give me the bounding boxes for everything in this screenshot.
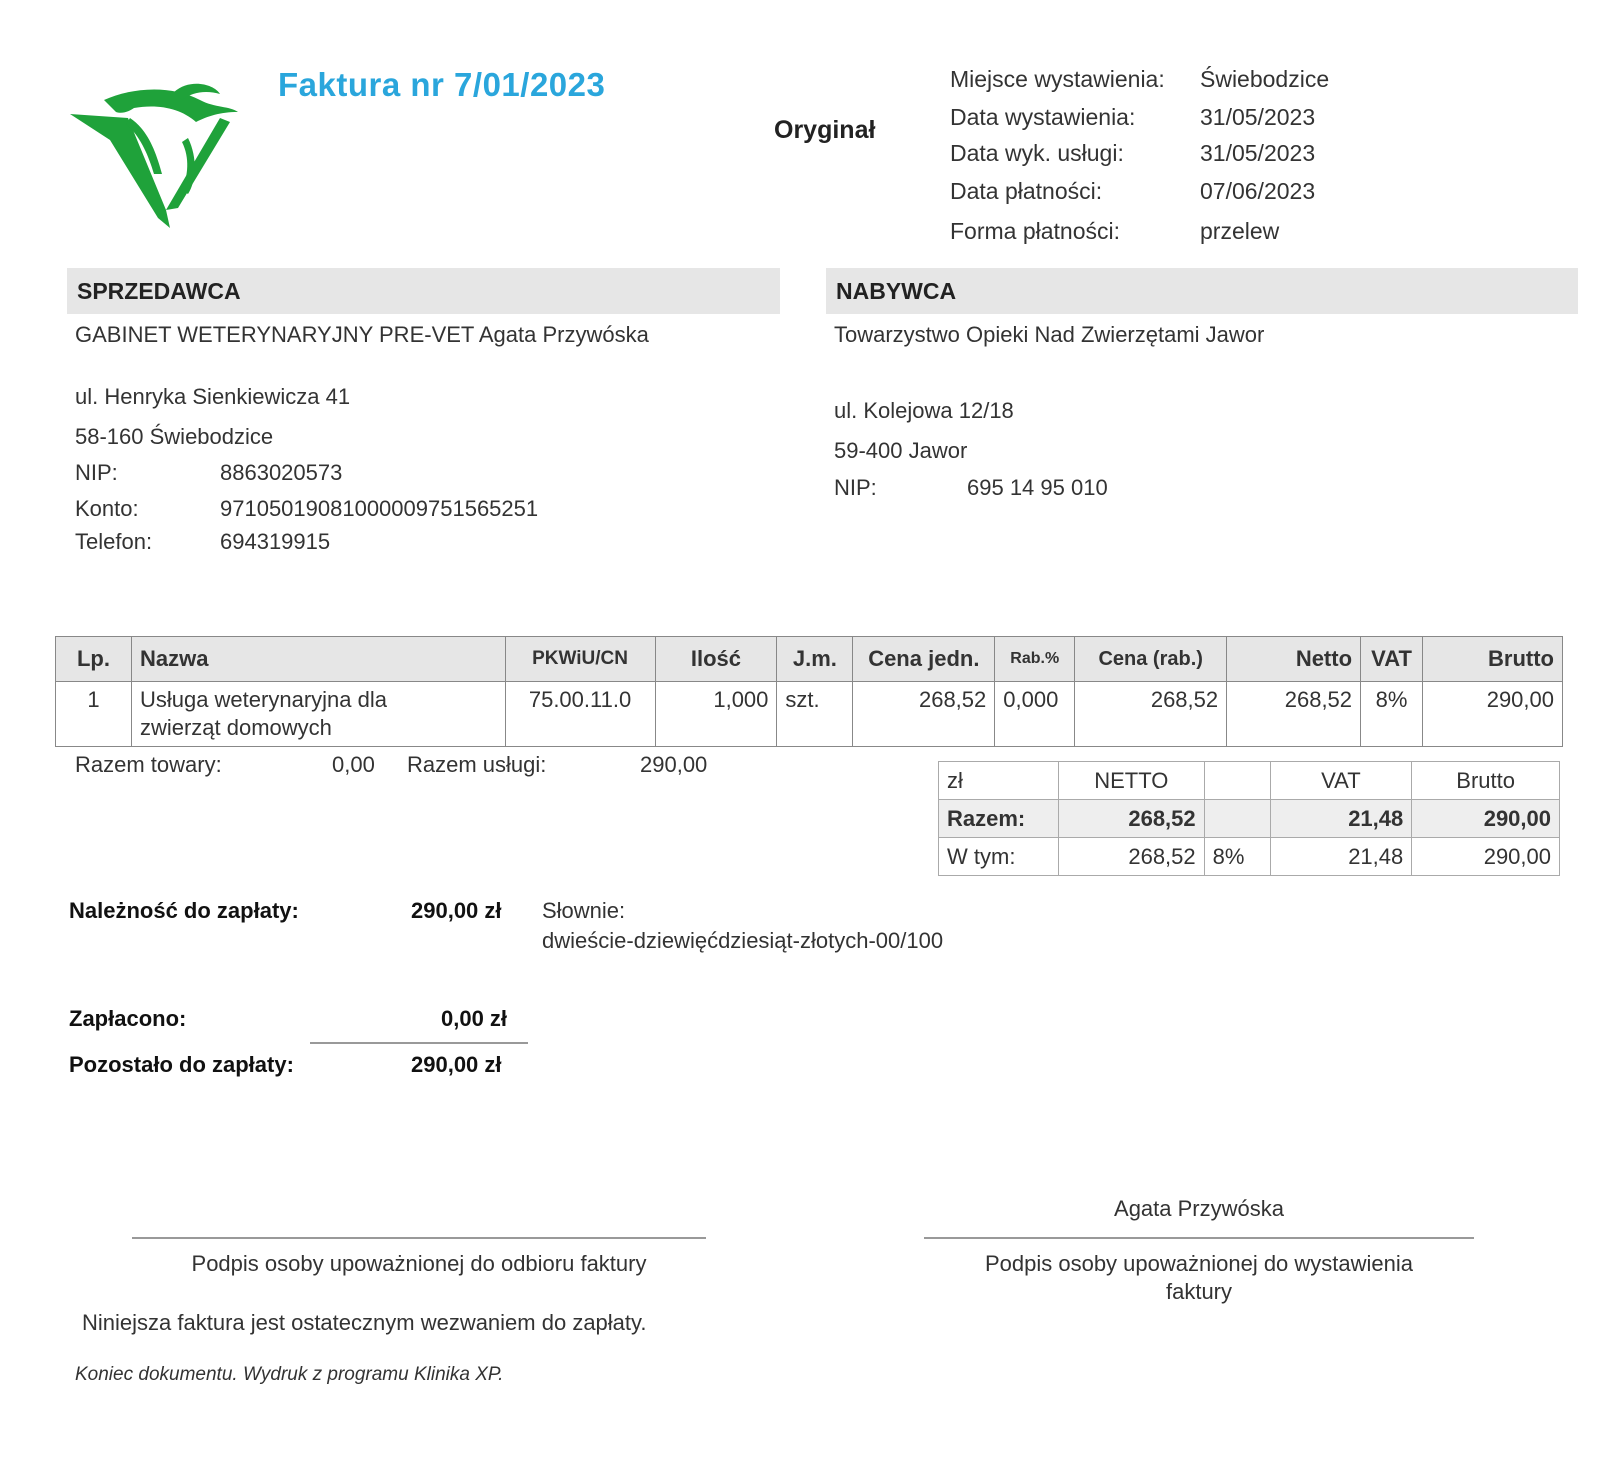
meta-payment-date xyxy=(950,176,1329,216)
original-label: Oryginał xyxy=(774,116,876,144)
meta-label: Data płatności: xyxy=(950,178,1103,204)
services-total-value: 290,00 xyxy=(640,752,708,777)
goods-total-value: 0,00 xyxy=(332,752,375,777)
summary-breakdown-row xyxy=(939,838,1560,876)
final-notice: Niniejsza faktura jest ostatecznym wezwaniem do zapłaty. xyxy=(82,1310,647,1335)
buyer-nip-label: NIP: xyxy=(834,475,877,500)
summary-total-rate xyxy=(1204,800,1270,838)
seller-account xyxy=(75,496,538,522)
summary-header-row xyxy=(939,762,1560,800)
seller-nip-value: 8863020573 xyxy=(220,460,343,485)
col-netto: Netto xyxy=(1227,637,1361,682)
seller-street: ul. Henryka Sienkiewicza 41 xyxy=(75,384,351,409)
col-discount: Rab.% xyxy=(995,637,1075,682)
meta-payment-method xyxy=(950,216,1329,254)
summary-breakdown-rate: 8% xyxy=(1204,838,1270,876)
remaining-value: 290,00 zł xyxy=(411,1052,502,1077)
items-table xyxy=(55,636,1563,747)
paid-underline xyxy=(310,1042,528,1044)
cell-unit: szt. xyxy=(777,682,853,747)
issuer-signature-line xyxy=(924,1237,1474,1239)
paid-label: Zapłacono: xyxy=(69,1006,187,1031)
goods-total-label: Razem towary: xyxy=(75,752,222,777)
summary-total-brutto: 290,00 xyxy=(1412,800,1560,838)
meta-label: Forma płatności: xyxy=(950,218,1121,244)
summary-head-netto: NETTO xyxy=(1058,762,1204,800)
summary-total-netto: 268,52 xyxy=(1058,800,1204,838)
seller-heading: SPRZEDAWCA xyxy=(67,268,780,314)
receiver-signature-caption: Podpis osoby upoważnionej do odbioru faktury xyxy=(191,1251,647,1276)
meta-issue-date xyxy=(950,102,1329,138)
summary-total-row xyxy=(939,800,1560,838)
col-name: Nazwa xyxy=(131,637,505,682)
summary-breakdown-brutto: 290,00 xyxy=(1412,838,1560,876)
summary-breakdown-label: W tym: xyxy=(939,838,1059,876)
col-qty: Ilość xyxy=(655,637,777,682)
cell-lp: 1 xyxy=(56,682,132,747)
table-row xyxy=(56,682,1563,747)
paid-value: 0,00 zł xyxy=(441,1006,508,1031)
seller-nip-label: NIP: xyxy=(75,460,118,485)
summary-head-rate xyxy=(1204,762,1270,800)
meta-place xyxy=(950,64,1329,102)
col-unit: J.m. xyxy=(777,637,853,682)
cell-brutto: 290,00 xyxy=(1423,682,1563,747)
meta-label: Miejsce wystawienia: xyxy=(950,66,1165,92)
items-header-row xyxy=(56,637,1563,682)
cell-vat: 8% xyxy=(1361,682,1423,747)
meta-value: 31/05/2023 xyxy=(1200,104,1316,130)
remaining-label: Pozostało do zapłaty: xyxy=(69,1052,294,1077)
cell-name xyxy=(131,682,505,747)
seller-phone-value: 694319915 xyxy=(220,529,331,554)
cell-netto: 268,52 xyxy=(1227,682,1361,747)
buyer-nip-value: 695 14 95 010 xyxy=(967,475,1108,500)
col-price-disc: Cena (rab.) xyxy=(1075,637,1227,682)
buyer-heading: NABYWCA xyxy=(826,268,1578,314)
summary-head-brutto: Brutto xyxy=(1412,762,1560,800)
cell-price: 268,52 xyxy=(853,682,995,747)
meta-value: 31/05/2023 xyxy=(1200,140,1316,166)
meta-value: przelew xyxy=(1200,218,1280,244)
seller-account-label: Konto: xyxy=(75,496,139,521)
invoice-title: Faktura nr 7/01/2023 xyxy=(278,66,606,103)
meta-service-date xyxy=(950,138,1329,176)
col-lp: Lp. xyxy=(56,637,132,682)
summary-currency: zł xyxy=(939,762,1059,800)
cell-name-line1: Usługa weterynaryjna dla xyxy=(139,687,387,712)
summary-breakdown-vat: 21,48 xyxy=(1270,838,1412,876)
cell-price-disc: 268,52 xyxy=(1075,682,1227,747)
vat-summary-table xyxy=(938,761,1560,876)
services-total-label: Razem usługi: xyxy=(407,752,547,777)
cell-pkwiu: 75.00.11.0 xyxy=(505,682,655,747)
summary-head-vat: VAT xyxy=(1270,762,1412,800)
seller-city: 58-160 Świebodzice xyxy=(75,424,274,449)
meta-label: Data wyk. usługi: xyxy=(950,140,1124,166)
invoice-meta xyxy=(950,64,1329,254)
meta-label: Data wystawienia: xyxy=(950,104,1136,130)
seller-account-value: 97105019081000009751565251 xyxy=(220,496,539,521)
in-words-label: Słownie: xyxy=(542,898,626,923)
seller-nip xyxy=(75,460,342,486)
in-words-value: dwieście-dziewięćdziesiąt-złotych-00/100 xyxy=(542,928,944,953)
meta-value: Świebodzice xyxy=(1200,66,1330,92)
amount-due-label: Należność do zapłaty: xyxy=(69,898,299,923)
issuer-name: Agata Przywóska xyxy=(1114,1196,1284,1221)
cell-name-line2: zwierząt domowych xyxy=(139,715,332,740)
issuer-signature-caption-line1: Podpis osoby upoważnionej do wystawienia xyxy=(984,1251,1414,1276)
receiver-signature-line xyxy=(132,1237,706,1239)
buyer-city: 59-400 Jawor xyxy=(834,438,968,463)
end-note: Koniec dokumentu. Wydruk z programu Klinika XP. xyxy=(75,1364,504,1385)
seller-name: GABINET WETERYNARYJNY PRE-VET Agata Przywóska xyxy=(75,322,649,347)
col-brutto: Brutto xyxy=(1423,637,1563,682)
summary-total-label: Razem: xyxy=(939,800,1059,838)
cell-discount: 0,000 xyxy=(995,682,1075,747)
summary-total-vat: 21,48 xyxy=(1270,800,1412,838)
amount-due-value: 290,00 zł xyxy=(411,898,502,923)
col-price: Cena jedn. xyxy=(853,637,995,682)
issuer-signature-caption-line2: faktury xyxy=(1165,1279,1233,1304)
buyer-name: Towarzystwo Opieki Nad Zwierzętami Jawor xyxy=(834,322,1265,347)
buyer-nip xyxy=(834,475,1108,501)
col-pkwiu: PKWiU/CN xyxy=(505,637,655,682)
seller-phone xyxy=(75,529,330,555)
seller-phone-label: Telefon: xyxy=(75,529,153,554)
buyer-street: ul. Kolejowa 12/18 xyxy=(834,398,1014,423)
cell-qty: 1,000 xyxy=(655,682,777,747)
meta-value: 07/06/2023 xyxy=(1200,178,1316,204)
col-vat: VAT xyxy=(1361,637,1423,682)
clinic-logo xyxy=(70,78,240,228)
summary-breakdown-netto: 268,52 xyxy=(1058,838,1204,876)
